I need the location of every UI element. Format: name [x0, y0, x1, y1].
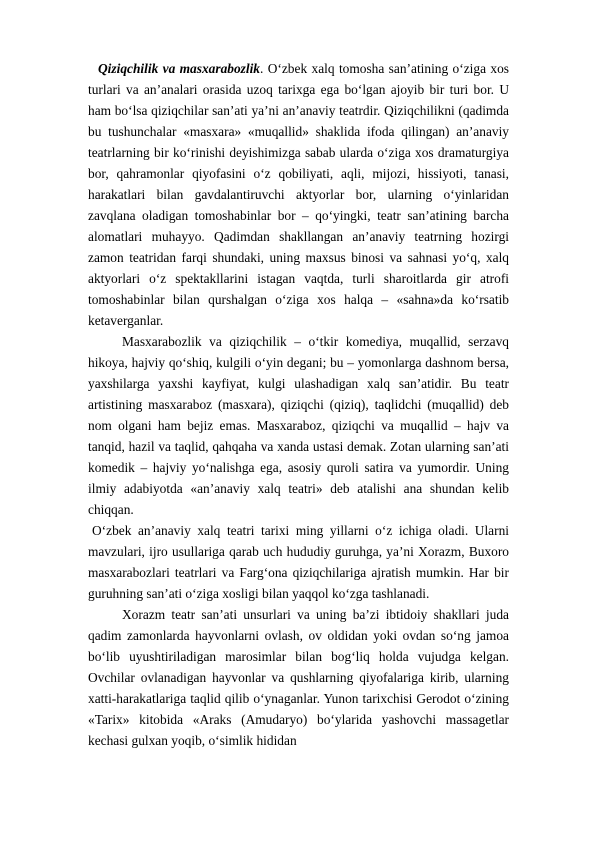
paragraph-intro [88, 58, 509, 331]
paragraph-text: . O‘zbek xalq tomosha san’atining o‘ziga xos turlari va an’analari orasida uzoq tarixga ega bo‘lgan ajoyib bir turi bor. U ham bo‘lsa qiziqchilar san’ati ya’ni an’anaviy teatrdir. Qiziqchilikni (qadimda bu tushunchalar «masxara» «muqallid» shaklida ifoda qilingan) an’anaviy teatrlarning bir ko‘rinishi deyishimizga sabab ularda o‘ziga xos dramaturgiya bor, qahramonlar qiyofasini o‘z qobiliyati, aqli, mijozi, hissiyoti, tanasi, harakatlari bilan gavdalantiruvchi aktyorlar bor, ularning o‘yinlaridan zavqlana oladigan tomoshabinlar bor – qo‘yingki, teatr san’atining barcha alomatlari muhayyo. Qadimdan shakllangan an’anaviy teatrning hozirgi zamon teatridan farqi shundaki, uning maxsus binosi va sahnasi yo‘q, xalq aktyorlari o‘z spektakllarini istagan vaqtda, turli sharoitlarda gir atrofi tomoshabinlar bilan qurshalgan o‘ziga xos halqa – «sahna»da ko‘rsatib ketaverganlar. [88, 61, 509, 328]
paragraph-xorazm: Xorazm teatr san’ati unsurlari va uning ba’zi ibtidoiy shakllari juda qadim zamonlarda hayvonlarni ovlash, ov oldidan yoki ovdan so‘ng jamoa bo‘lib uyushtiriladigan marosimlar bilan bog‘liq holda vujudga kelgan. Ovchilar ovlanadigan hayvonlar va qushlarning qiyofalariga kirib, ularning xatti-harakatlariga taqlid qilib o‘ynaganlar. Yunon tarixchisi Gerodot o‘zining «Tarix» kitobida «Araks (Amudaryo) bo‘ylarida yashovchi massagetlar kechasi gulxan yoqib, o‘simlik hididan [88, 607, 509, 748]
paragraph-history: O‘zbek an’anaviy xalq teatri tarixi ming yillarni o‘z ichiga oladi. Ularni mavzulari, ijro usullariga qarab uch hududiy guruhga, ya’ni Xorazm, Buxoro masxarabozlari teatrlari va Farg‘ona qiziqchilariga ajratish mumkin. Har bir guruhning san’ati o‘ziga xosligi bilan yaqqol ko‘zga tashlanadi. [88, 523, 509, 601]
paragraph-masxarabozlik: Masxarabozlik va qiziqchilik – o‘tkir komediya, muqallid, serzavq hikoya, hajviy qo‘shiq, kulgili o‘yin degani; bu – yomonlarga dashnom bersa, yaxshilarga yaxshi kayfiyat, kulgi ulashadigan xalq san’atidir. Bu teatr artistining masxaraboz (masxara), qiziqchi (qiziq), taqlidchi (muqallid) deb nom olgani ham bejiz emas. Masxaraboz, qiziqchi va muqallid – hajv va tanqid, hazil va taqlid, qahqaha va xanda ustasi demak. Zotan ularning san’ati komedik – hajviy yo‘nalishga ega, asosiy quroli satira va yumordir. Uning ilmiy adabiyotda «an’anaviy xalq teatri» deb atalishi ana shundan kelib chiqqan. [88, 334, 509, 517]
lead-heading: Qiziqchilik va masxarabozlik [98, 61, 261, 76]
document-page [88, 58, 509, 751]
